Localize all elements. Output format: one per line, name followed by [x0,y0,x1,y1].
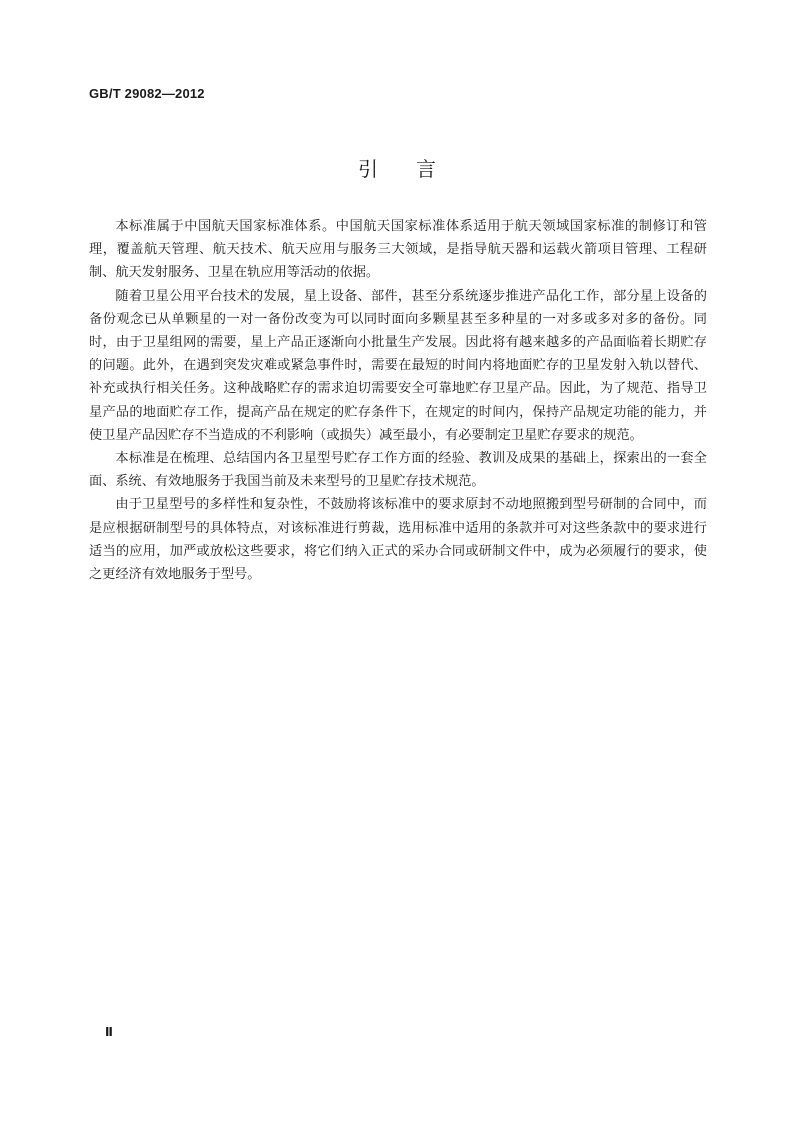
page-number: Ⅱ [105,1025,113,1039]
document-body [89,215,707,586]
page-title: 引言 [358,157,474,181]
paragraph-1: 本标准属于中国航天国家标准体系。中国航天国家标准体系适用于航天领域国家标准的制修订和管理，覆盖航天管理、航天技术、航天应用与服务三大领域，是指导航天器和运载火箭项目管理、工程研制、航天发射服务、卫星在轨应用等活动的依据。 [89,219,707,281]
paragraph-3: 本标准是在梳理、总结国内各卫星型号贮存工作方面的经验、教训及成果的基础上，探索出的一套全面、系统、有效地服务于我国当前及未来型号的卫星贮存技术规范。 [89,451,707,490]
standard-code: GB/T 29082—2012 [89,86,205,101]
paragraph-4: 由于卫星型号的多样性和复杂性，不鼓励将该标准中的要求原封不动地照搬到型号研制的合同中，而是应根据研制型号的具体特点，对该标准进行剪裁，选用标准中适用的条款并可对这些条款中的要求进行适当的应用，加严或放松这些要求，将它们纳入正式的采办合同或研制文件中，成为必须履行的要求，使之更经济有效地服务于型号。 [89,497,707,583]
paragraph-2: 随着卫星公用平台技术的发展，星上设备、部件，甚至分系统逐步推进产品化工作，部分星上设备的备份观念已从单颗星的一对一备份改变为可以同时面向多颗星甚至多种星的一对多或多对多的备份。同时，由于卫星组网的需要，星上产品正逐渐向小批量生产发展。因此将有越来越多的产品面临着长期贮存的问题。此外，在遇到突发灾难或紧急事件时，需要在最短的时间内将地面贮存的卫星发射入轨以替代、补充或执行相关任务。这种战略贮存的需求迫切需要安全可靠地贮存卫星产品。因此，为了规范、指导卫星产品的地面贮存工作，提高产品在规定的贮存条件下，在规定的时间内，保持产品规定功能的能力，并使卫星产品因贮存不当造成的不利影响（或损失）减至最小，有必要制定卫星贮存要求的规范。 [89,288,707,443]
